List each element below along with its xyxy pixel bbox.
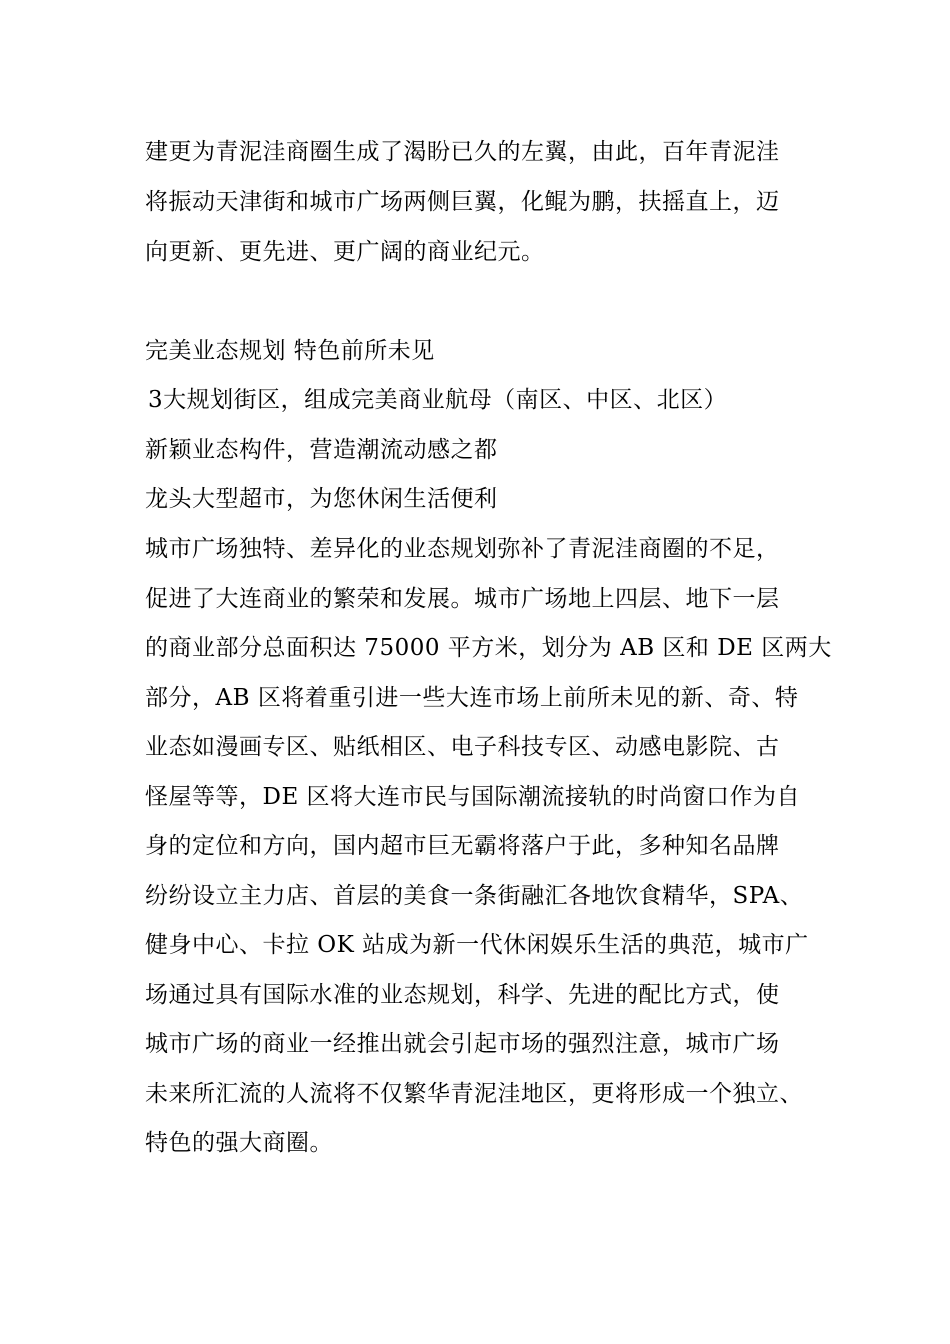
body-line: 城市广场的商业一经推出就会引起市场的强烈注意，城市广场 (145, 1031, 780, 1057)
body-line: 特色的强大商圈。 (145, 1130, 333, 1156)
intro-line: 将振动天津街和城市广场两侧巨翼，化鲲为鹏，扶摇直上，迈 (145, 189, 780, 215)
body-line: 怪屋等等，DE 区将大连市民与国际潮流接轨的时尚窗口作为自 (145, 784, 801, 810)
body-line: 的商业部分总面积达 75000 平方米，划分为 AB 区和 DE 区两大 (145, 635, 832, 661)
body-line: 身的定位和方向，国内超市巨无霸将落户于此，多种知名品牌 (145, 833, 780, 859)
bullet-line: 龙头大型超市，为您休闲生活便利 (145, 486, 498, 512)
body-line: 业态如漫画专区、贴纸相区、电子科技专区、动感电影院、古 (145, 734, 780, 760)
body-line: 未来所汇流的人流将不仅繁华青泥洼地区，更将形成一个独立、 (145, 1081, 803, 1107)
body-line: 健身中心、卡拉 OK 站成为新一代休闲娱乐生活的典范，城市广 (145, 932, 809, 958)
body-line: 促进了大连商业的繁荣和发展。城市广场地上四层、地下一层 (145, 586, 780, 612)
intro-line: 建更为青泥洼商圈生成了渴盼已久的左翼，由此，百年青泥洼 (145, 139, 780, 165)
bullet-line: 新颖业态构件，营造潮流动感之都 (145, 437, 498, 463)
section-heading: 完美业态规划 特色前所未见 (145, 338, 435, 364)
body-line: 场通过具有国际水准的业态规划，科学、先进的配比方式，使 (145, 982, 780, 1008)
bullet-line: 3大规划街区，组成完美商业航母（南区、中区、北区） (148, 387, 728, 413)
body-line: 部分，AB 区将着重引进一些大连市场上前所未见的新、奇、特 (145, 685, 799, 711)
intro-line: 向更新、更先进、更广阔的商业纪元。 (145, 239, 545, 265)
body-line: 城市广场独特、差异化的业态规划弥补了青泥洼商圈的不足， (145, 536, 780, 562)
body-line: 纷纷设立主力店、首层的美食一条街融汇各地饮食精华，SPA、 (145, 883, 804, 909)
